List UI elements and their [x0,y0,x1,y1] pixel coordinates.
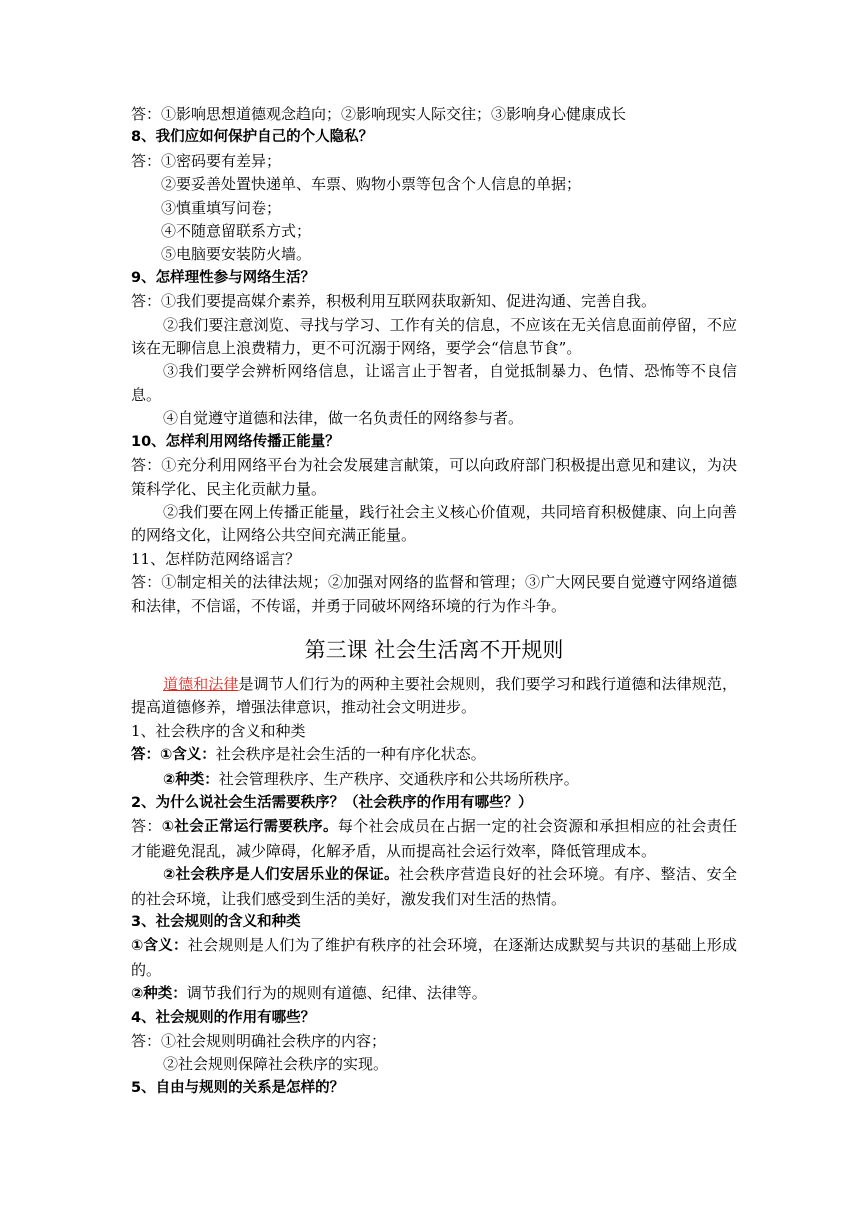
s1-text-1: 社会秩序是社会生活的一种有序化状态。 [215,745,486,764]
s2-answer-2 [131,863,737,911]
s2-label-2: ②社会秩序是人们安居乐业的保证。 [163,867,399,884]
q9-answer-2: ②我们要注意浏览、寻找与学习、工作有关的信息，不应该在无关信息面前停留，不应该在无聊信息上浪费精力，更不可沉溺于网络，要学会“信息节食”。 [131,315,737,358]
s3-answer-1 [131,934,737,982]
q9-answer-3: ③我们要学会辨析网络信息，让谣言止于智者，自觉抵制暴力、色情、恐怖等不良信息。 [131,362,737,404]
lesson-intro [131,673,737,720]
s1-answer-2 [131,768,737,792]
q8-answer-line-4: ④不随意留联系方式； [161,222,312,241]
s2-title: 2、为什么说社会生活需要秩序？（社会秩序的作用有哪些？） [131,794,533,811]
q8-answer-line-2: ②要妥善处置快递单、车票、购物小票等包含个人信息的单据； [161,175,582,194]
s1-title: 1、社会秩序的含义和种类 [131,721,306,740]
document-body [131,103,737,1100]
s1-label-1: ①含义： [160,747,216,764]
s3-label-1: ①含义： [131,938,188,955]
q10-answer-1: 答：①充分利用网络平台为社会发展建言献策，可以向政府部门积极提出意见和建议，为决策科学化、民主化贡献力量。 [131,456,737,498]
q10-answer-2: ②我们要在网上传播正能量，践行社会主义核心价值观，共同培育积极健康、向上向善的网络文化，让网络公共空间充满正能量。 [131,502,737,545]
s3-title: 3、社会规则的含义和种类 [131,914,301,930]
q9-title: 9、怎样理性参与网络生活？ [131,269,316,286]
s3-text-1: 社会规则是人们为了维护有秩序的社会环境，在逐渐达成默契与共识的基础上形成的。 [131,936,737,979]
lesson-title: 第三课 社会生活离不开规则 [304,637,564,662]
s2-answer-1 [131,815,737,863]
s3-answer-2 [131,982,737,1006]
q8-answer-line-3: ③慎重填写问卷； [161,198,282,217]
q10-title: 10、怎样利用网络传播正能量？ [131,433,340,450]
q8-title: 8、我们应如何保护自己的个人隐私？ [131,129,374,146]
s4-answer-2: ②社会规则保障社会秩序的实现。 [163,1055,389,1074]
s1-answer-1 [131,743,737,767]
q8-answer-line-5: ⑤电脑要安装防火墙。 [161,245,312,264]
s4-answer-1: 答：①社会规则明确社会秩序的内容； [131,1032,387,1051]
s2-text-2: 社会秩序营造良好的社会环境。有序、整洁、安全的社会环境，让我们感受到生活的美好，激发我们对生活的热情。 [131,865,737,908]
s4-title: 4、社会规则的作用有哪些？ [131,1009,316,1026]
s2-text-1: 每个社会成员在占据一定的社会资源和承担相应的社会责任才能避免混乱，减少障碍，化解矛盾，从而提高社会运行效率，降低管理成本。 [131,817,737,860]
s2-label-1: ①社会正常运行需要秩序。 [161,819,338,836]
q8-answer-line-1: 答：①密码要有差异； [131,151,282,170]
q9-answer-1: 答：①我们要提高媒介素养，积极利用互联网获取新知、促进沟通、完善自我。 [131,292,657,311]
s5-title: 5、自由与规则的关系是怎样的？ [131,1079,345,1096]
s2-prefix: 答： [131,817,162,836]
s3-text-2: 调节我们行为的规则有道德、纪律、法律等。 [186,984,487,1003]
q11-answer-1: 答：①制定相关的法律法规；②加强对网络的监督和管理；③广大网民要自觉遵守网络道德和法律，不信谣，不传谣，并勇于同破坏网络环境的行为作斗争。 [131,573,737,615]
intro-highlight: 道德和法律 [163,674,239,693]
q9-answer-4: ④自觉遵守道德和法律，做一名负责任的网络参与者。 [163,409,524,428]
s1-prefix: 答： [131,747,160,764]
s1-label-2: ②种类： [163,771,219,788]
q11-title: 11、怎样防范网络谣言？ [131,549,301,568]
intro-text: 是调节人们行为的两种主要社会规则，我们要学习和践行道德和法律规范，提高道德修养，增强法律意识，推动社会文明进步。 [131,674,737,717]
s1-text-2: 社会管理秩序、生产秩序、交通秩序和公共场所秩序。 [218,769,579,788]
s3-label-2: ②种类： [131,986,187,1003]
q7-answer: 答：①影响思想道德观念趋向；②影响现实人际交往；③影响身心健康成长 [131,105,627,123]
